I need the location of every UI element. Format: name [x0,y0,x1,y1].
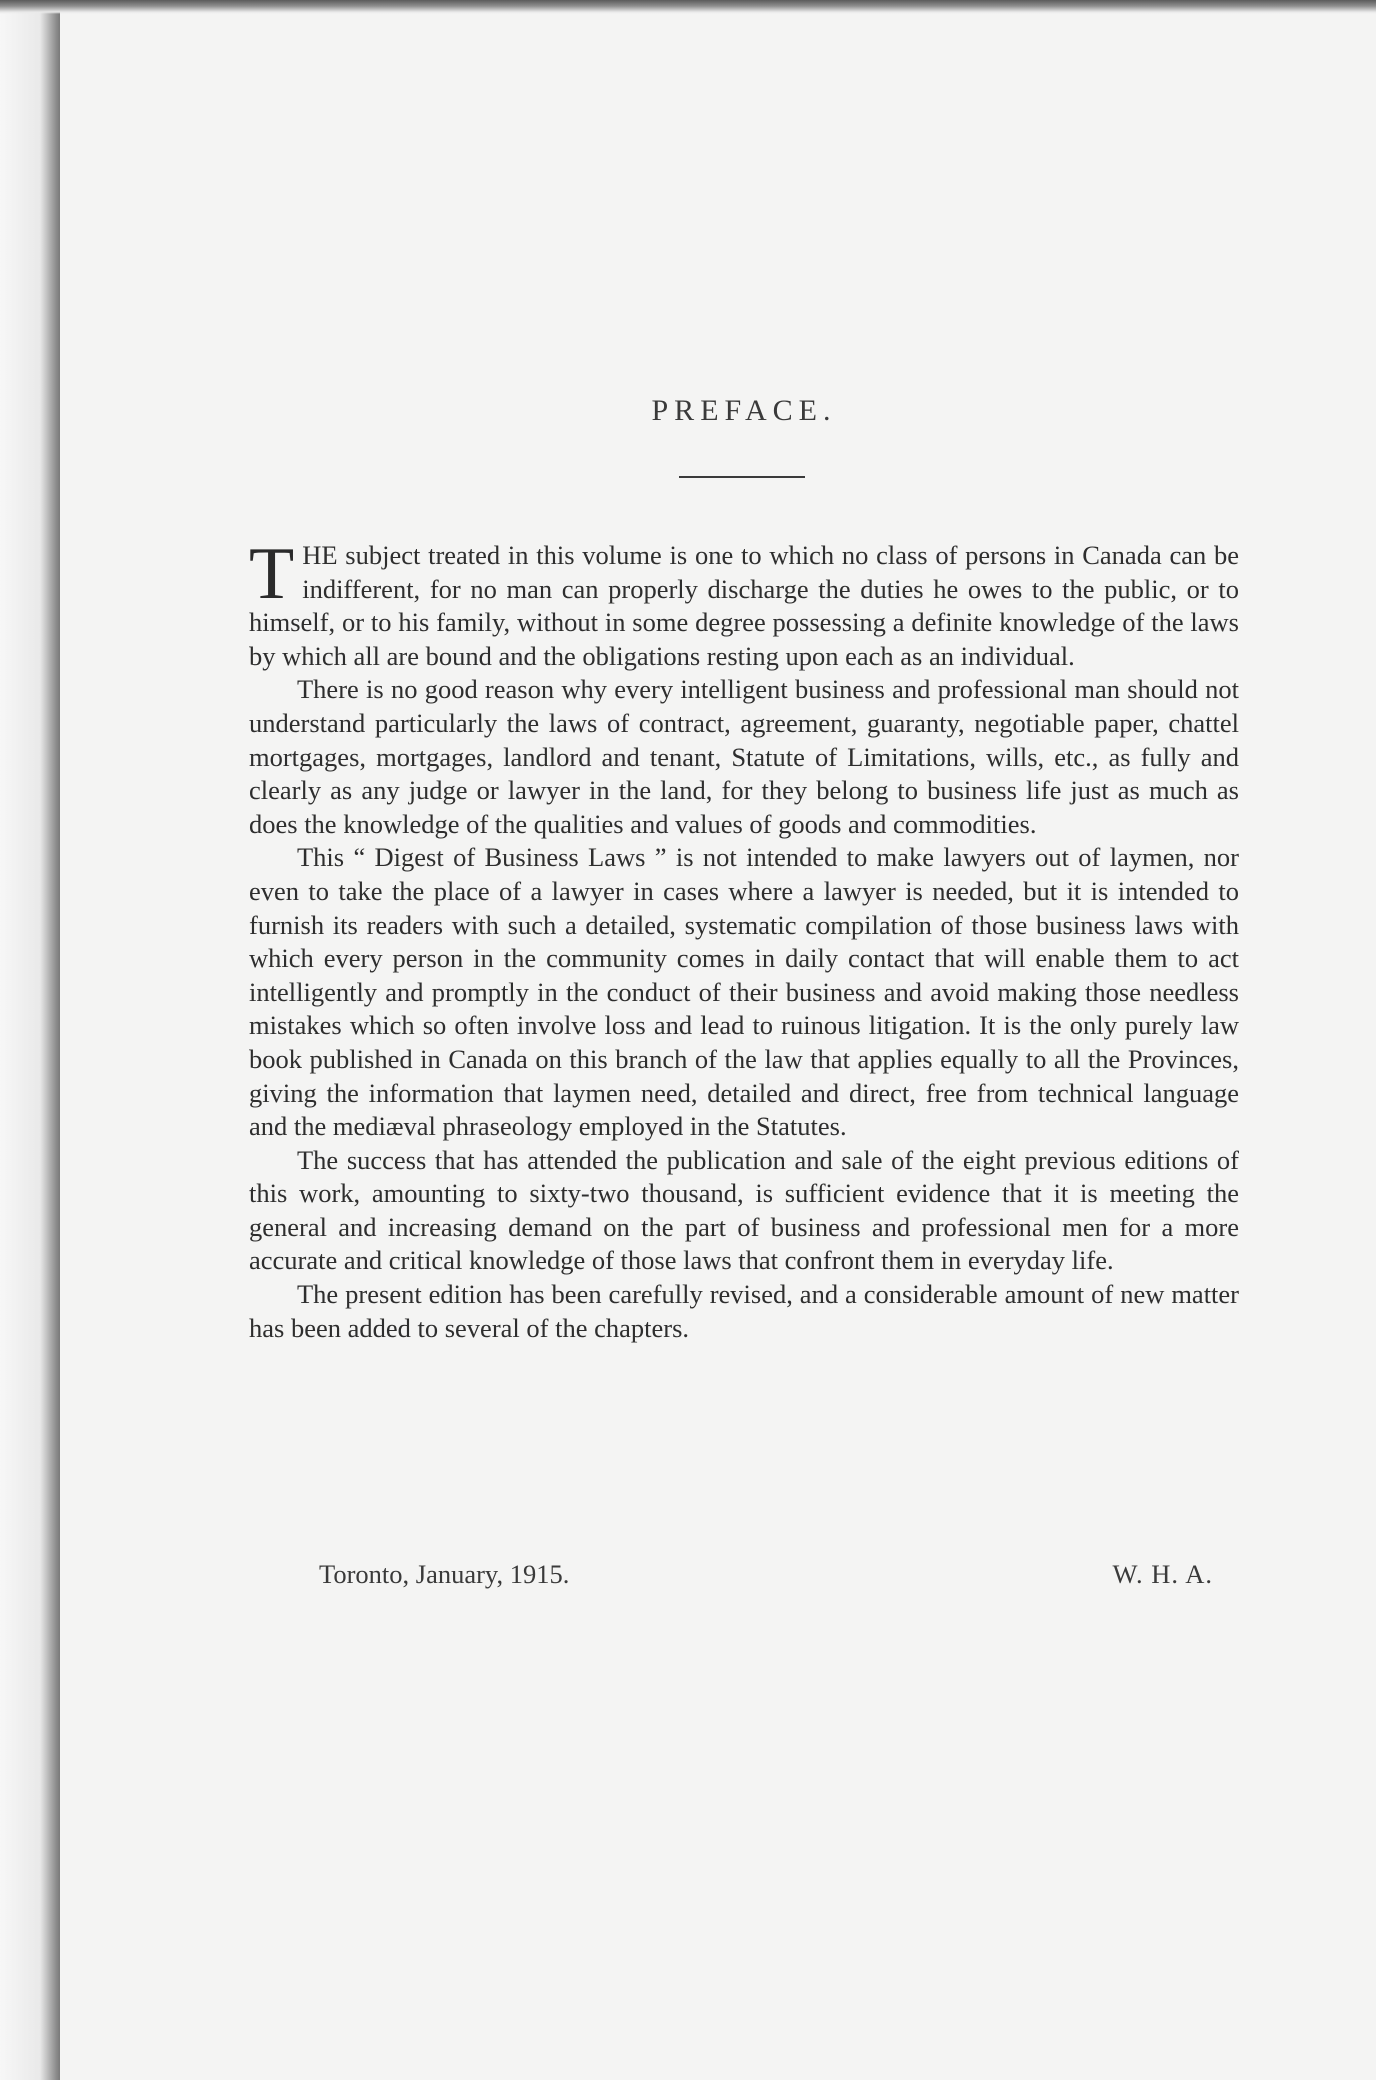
paragraph-1 [249,533,1239,673]
book-gutter-shadow [0,0,60,2080]
paragraph-1-text: HE subject treated in this volume is one to which no class of persons in Canada can be indifferent, for no man can properly discharge the duties he owes to the public, or to himself, or to his family, without in some degree possessing a definite knowledge of the laws by which all are bound and the obligations resting upon each as an individual. [249,540,1239,671]
title-rule [679,476,805,478]
top-edge-shadow [0,0,1376,14]
paragraph-3: This “ Digest of Business Laws ” is not intended to make lawyers out of laymen, nor even to take the place of a lawyer in cases where a lawyer is needed, but it is intended to furnish its readers with such a detailed, systematic compilation of those business laws with which every person in the community comes in daily contact that will enable them to act intelligently and promptly in the conduct of their business and avoid making those needless mistakes which so often involve loss and lead to ruinous litigation. It is the only purely law book published in Canada on this branch of the law that applies equally to all the Provinces, giving the information that laymen need, detailed and direct, free from technical language and the mediæval phraseology employed in the Statutes. [249,842,1239,1142]
place-and-date: Toronto, January, 1915. [319,1559,570,1589]
book-page [92,14,1372,2080]
paragraph-2: There is no good reason why every intelligent business and professional man should not understand particularly the laws of contract, agreement, guaranty, negotiable paper, chattel mortgages, mortgages, landlord and tenant, Statute of Limitations, wills, etc., as fully and clearly as any judge or lawyer in the land, for they belong to business life just as much as does the knowledge of the qualities and values of goods and commodities. [249,674,1239,839]
author-initials: W. H. A. [1112,1559,1213,1589]
paragraph-5: The present edition has been carefully revised, and a considerable amount of new matter has been added to several of the chapters. [249,1279,1239,1343]
preface-body [249,533,1239,1345]
paragraph-4: The success that has attended the publication and sale of the eight previous editions of this work, amounting to sixty-two thousand, is sufficient evidence that it is meeting the general and increasing demand on the part of business and professional men for a more accurate and critical knowledge of those laws that confront them in everyday life. [249,1144,1239,1276]
page-title: PREFACE. [651,394,837,427]
drop-cap: T [249,533,295,615]
